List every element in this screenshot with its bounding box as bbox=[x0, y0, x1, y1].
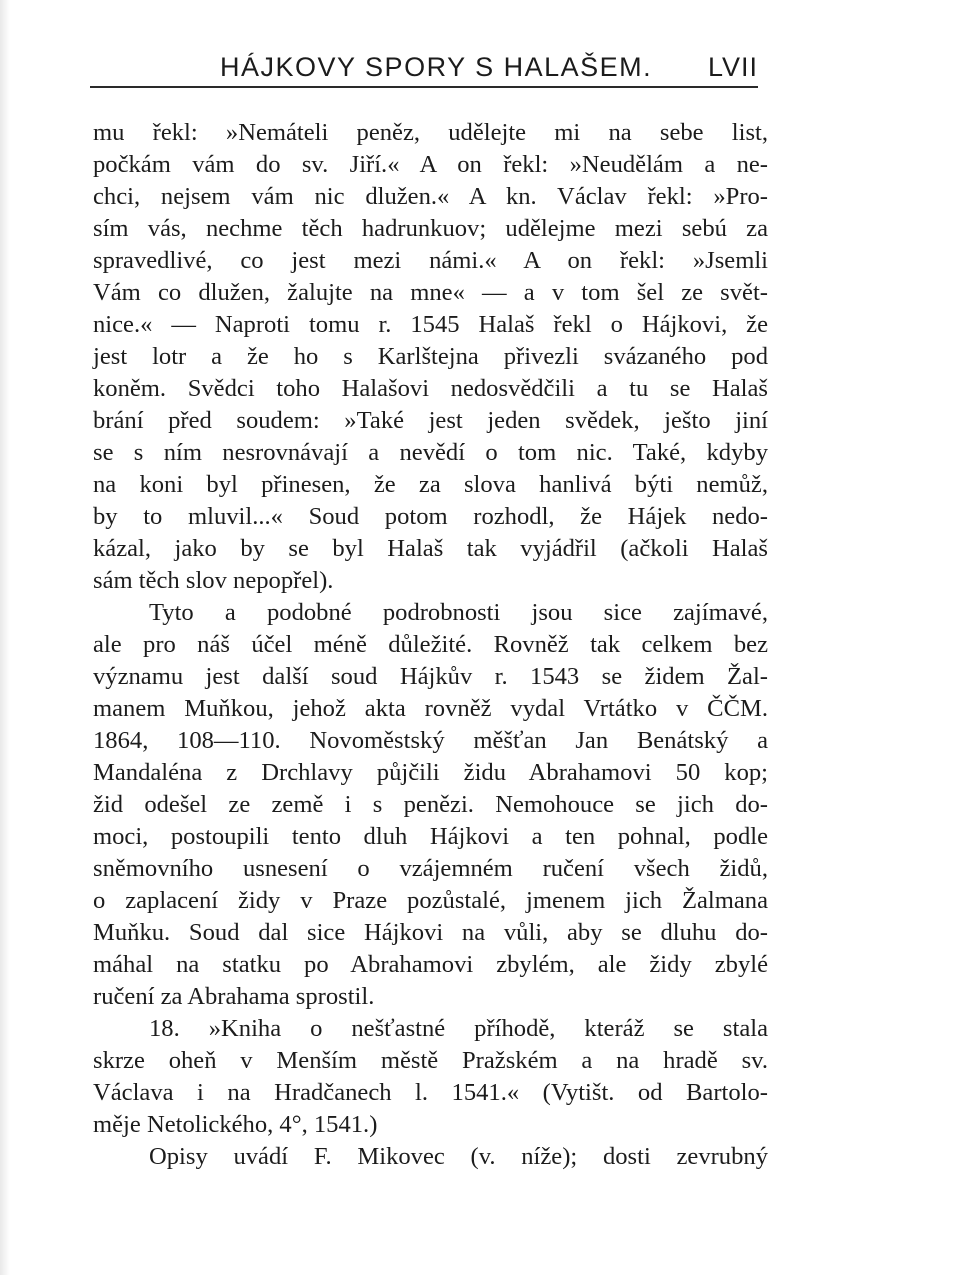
header-rule bbox=[90, 86, 758, 88]
text-line: manem Muňkou, jehož akta rovněž vydal Vrtátko v ČČM. bbox=[93, 695, 768, 722]
text-line: sám těch slov nepopřel). bbox=[93, 567, 334, 594]
text-line: skrze oheň v Menším městě Pražském a na hradě sv. bbox=[93, 1047, 768, 1074]
text-line: 1864, 108—110. Novoměstský měšťan Jan Benátský a bbox=[93, 727, 768, 754]
text-line: Muňku. Soud dal sice Hájkovi na vůli, aby se dluhu do- bbox=[93, 919, 768, 946]
text-line: spravedlivé, co jest mezi námi.« A on řekl: »Jsemli bbox=[93, 247, 768, 274]
text-line: měje Netolického, 4°, 1541.) bbox=[93, 1111, 378, 1138]
running-header bbox=[90, 52, 758, 92]
text-line: ručení za Abrahama sprostil. bbox=[93, 983, 375, 1010]
text-line: Tyto a podobné podrobnosti jsou sice zajímavé, bbox=[149, 599, 768, 626]
text-line: významu jest další soud Hájkův r. 1543 se židem Žal- bbox=[93, 663, 768, 690]
text-line: sím vás, nechme těch hadrunkuov; udělejme mezi sebú za bbox=[93, 215, 768, 242]
text-line: Opisy uvádí F. Mikovec (v. níže); dosti zevrubný bbox=[149, 1143, 768, 1170]
page-number: LVII bbox=[707, 52, 758, 82]
text-line: máhal na statku po Abrahamovi zbylém, ale židy zbylé bbox=[93, 951, 768, 978]
text-line: moci, postoupili tento dluh Hájkovi a ten pohnal, podle bbox=[93, 823, 768, 850]
text-line: jest lotr a že ho s Karlštejna přivezli svázaného pod bbox=[93, 343, 768, 370]
text-line: 18. »Kniha o nešťastné příhodě, kteráž se stala bbox=[149, 1015, 768, 1042]
text-line: koněm. Svědci toho Halašovi nedosvědčili a tu se Halaš bbox=[93, 375, 768, 402]
text-line: brání před soudem: »Také jest jeden svědek, ješto jiní bbox=[93, 407, 768, 434]
running-title: HÁJKOVY SPORY S HALAŠEM. bbox=[220, 52, 653, 82]
text-line: mu řekl: »Nemáteli peněz, udělejte mi na sebe list, bbox=[93, 119, 768, 146]
text-line: by to mluvil...« Soud potom rozhodl, že Hájek nedo- bbox=[93, 503, 768, 530]
text-line: počkám vám do sv. Jiří.« A on řekl: »Neudělám a ne- bbox=[93, 151, 768, 178]
text-line: ale pro náš účel méně důležité. Rovněž tak celkem bez bbox=[93, 631, 768, 658]
text-line: Václava i na Hradčanech l. 1541.« (Vytišt. od Bartolo- bbox=[93, 1079, 768, 1106]
text-line: Mandaléna z Drchlavy půjčili židu Abrahamovi 50 kop; bbox=[93, 759, 768, 786]
text-line: chci, nejsem vám nic dlužen.« A kn. Václav řekl: »Pro- bbox=[93, 183, 768, 210]
text-line: o zaplacení židy v Praze pozůstalé, jmenem jich Žalmana bbox=[93, 887, 768, 914]
text-line: na koni byl přinesen, že za slova hanlivá býti nemůž, bbox=[93, 471, 768, 498]
page-edge-shadow bbox=[0, 0, 10, 1275]
text-line: žid odešel ze země i s penězi. Nemohouce se jich do- bbox=[93, 791, 768, 818]
body-text bbox=[93, 117, 768, 1173]
text-line: Vám co dlužen, žalujte na mne« — a v tom šel ze svět- bbox=[93, 279, 768, 306]
text-line: kázal, jako by se byl Halaš tak vyjádřil (ačkoli Halaš bbox=[93, 535, 768, 562]
text-line: se s ním nesrovnávají a nevědí o tom nic. Také, kdyby bbox=[93, 439, 768, 466]
text-line: nice.« — Naproti tomu r. 1545 Halaš řekl o Hájkovi, že bbox=[93, 311, 768, 338]
text-line: sněmovního usnesení o vzájemném ručení všech židů, bbox=[93, 855, 768, 882]
